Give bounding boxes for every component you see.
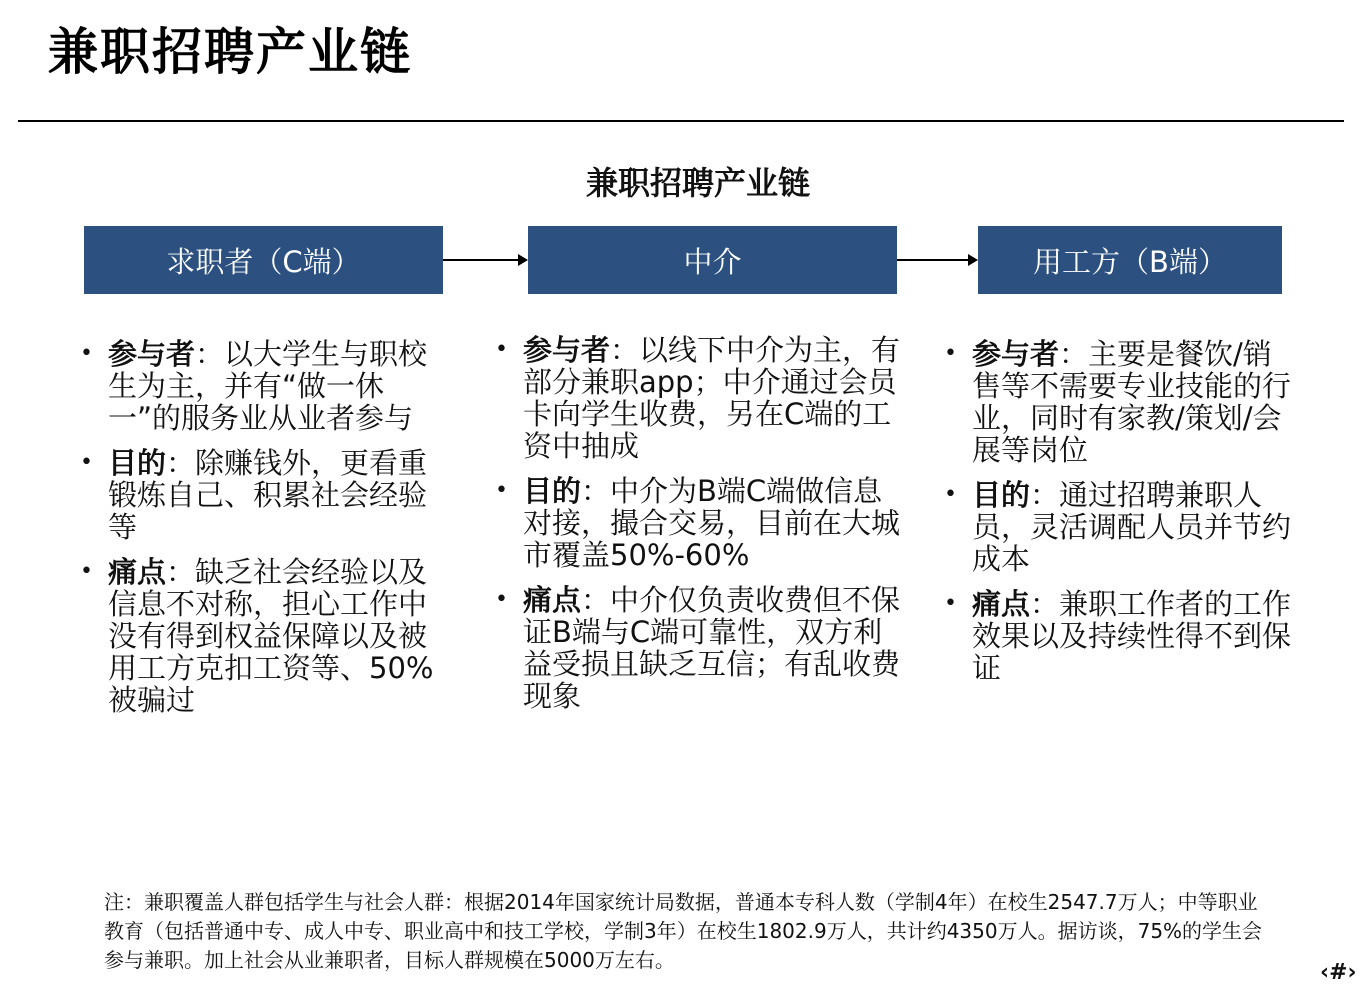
bullet-purpose: • 目的：除赚钱外，更看重锻炼自己、积累社会经验等 (80, 446, 428, 544)
column-job-seekers (80, 338, 440, 729)
column-agency (495, 334, 905, 725)
bullet-dot-icon: • (944, 341, 957, 366)
bullet-dot-icon: • (944, 482, 957, 507)
bullet-participants: • 参与者：以大学生与职校生为主，并有“做一休一”的服务业从业者参与 (80, 337, 428, 435)
bullet-dot-icon: • (80, 450, 93, 475)
diagram-title: 兼职招聘产业链 (585, 164, 810, 202)
footnote: 注：兼职覆盖人群包括学生与社会人群：根据2014年国家统计局数据，普通本专科人数（学制4年）在校生2547.7万人；中等职业教育（包括普通中专、成人中专、职业高中和技工学校，学制3年）在校生1802.9万人，共计约4350万人。据访谈，75%的学生会参与兼职。加上社会从业兼职者，目标人群规模在5000万左右。 (104, 890, 1263, 972)
bullet-dot-icon: • (80, 559, 93, 584)
box-employers: 用工方（B端） (978, 226, 1282, 294)
bullet-pain-points: • 痛点：兼职工作者的工作效果以及持续性得不到保证 (944, 587, 1292, 685)
bullet-pain-points: • 痛点：中介仅负责收费但不保证B端与C端可靠性，双方利益受损且缺乏互信；有乱收费现象 (495, 583, 901, 713)
page-title: 兼职招聘产业链 (48, 23, 412, 81)
bullet-participants: • 参与者：主要是餐饮/销售等不需要专业技能的行业，同时有家教/策划/会展等岗位 (944, 337, 1292, 467)
bullet-dot-icon: • (944, 591, 957, 616)
bullet-dot-icon: • (495, 478, 508, 503)
bullet-dot-icon: • (80, 341, 93, 366)
bullet-participants: • 参与者：以线下中介为主，有部分兼职app；中介通过会员卡向学生收费，另在C端的工资中抽成 (495, 333, 901, 463)
bullet-purpose: • 目的：中介为B端C端做信息对接，撮合交易，目前在大城市覆盖50%-60% (495, 474, 901, 572)
bullet-pain-points: • 痛点：缺乏社会经验以及信息不对称，担心工作中没有得到权益保障以及被用工方克扣工资等、50%被骗过 (80, 555, 434, 717)
arrow-right-icon (897, 253, 978, 267)
column-employers (944, 338, 1300, 697)
bullet-dot-icon: • (495, 337, 508, 362)
bullet-dot-icon: • (495, 587, 508, 612)
page-number: ‹#› (1320, 960, 1357, 985)
title-divider (18, 120, 1344, 122)
box-agency: 中介 (528, 226, 897, 294)
arrow-right-icon (443, 253, 528, 267)
box-job-seekers: 求职者（C端） (84, 226, 443, 294)
bullet-purpose: • 目的：通过招聘兼职人员，灵活调配人员并节约成本 (944, 478, 1292, 576)
